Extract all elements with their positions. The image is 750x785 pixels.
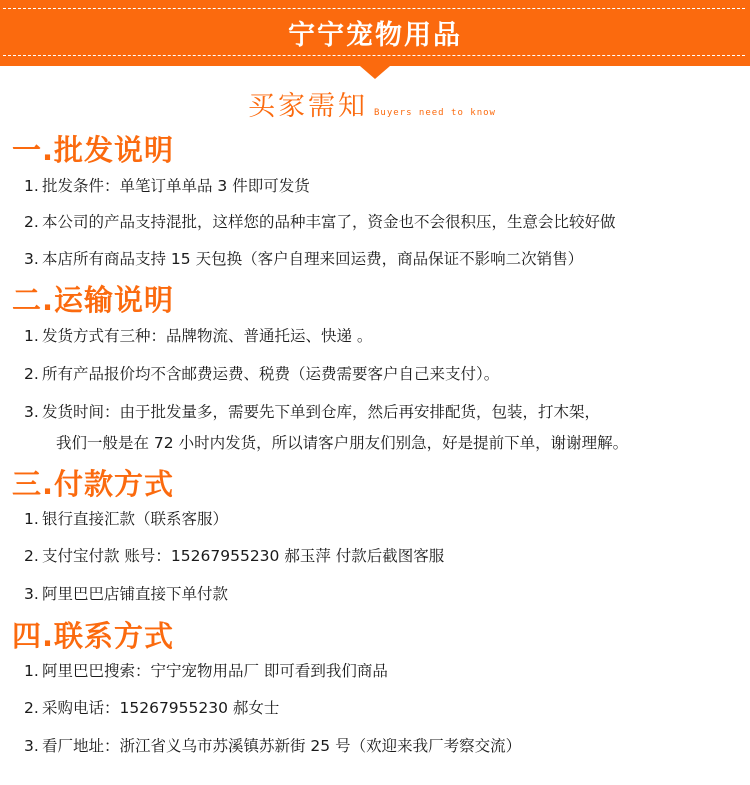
section-heading-payment: 三.付款方式 bbox=[12, 467, 175, 501]
list-item: 1. 批发条件：单笔订单单品 3 件即可发货 bbox=[24, 177, 310, 195]
list-item: 1. 阿里巴巴搜索：宁宁宠物用品厂 即可看到我们商品 bbox=[24, 662, 388, 680]
section-heading-contact: 四.联系方式 bbox=[12, 619, 175, 653]
list-item: 3. 阿里巴巴店铺直接下单付款 bbox=[24, 585, 229, 603]
subtitle bbox=[248, 84, 496, 123]
list-item: 2. 本公司的产品支持混批，这样您的品种丰富了，资金也不会很积压，生意会比较好做 bbox=[24, 213, 616, 231]
section-heading-shipping: 二.运输说明 bbox=[12, 283, 175, 317]
list-item: 2. 支付宝付款 账号：15267955230 郝玉萍 付款后截图客服 bbox=[24, 547, 445, 565]
subtitle-cn: 买家需知 bbox=[248, 91, 368, 122]
list-item: 3. 发货时间：由于批发量多，需要先下单到仓库，然后再安排配货，包装，打木架， bbox=[24, 403, 601, 421]
banner-pointer bbox=[360, 66, 390, 79]
list-item-continuation: 我们一般是在 72 小时内发货，所以请客户朋友们别急，好是提前下单，谢谢理解。 bbox=[56, 434, 629, 452]
section-heading-wholesale: 一.批发说明 bbox=[12, 133, 175, 167]
list-item: 3. 本店所有商品支持 15 天包换（客户自理来回运费，商品保证不影响二次销售） bbox=[24, 250, 584, 268]
list-item: 1. 发货方式有三种：品牌物流、普通托运、快递 。 bbox=[24, 327, 373, 345]
shop-title: 宁宁宠物用品 bbox=[288, 20, 462, 51]
list-item: 1. 银行直接汇款（联系客服） bbox=[24, 510, 229, 528]
list-item: 2. 所有产品报价均不含邮费运费、税费（运费需要客户自己来支付）。 bbox=[24, 365, 500, 383]
list-item: 3. 看厂地址：浙江省义乌市苏溪镇苏新街 25 号（欢迎来我厂考察交流） bbox=[24, 737, 522, 755]
header-banner bbox=[0, 0, 750, 66]
list-item: 2. 采购电话：15267955230 郝女士 bbox=[24, 699, 280, 717]
subtitle-en: Buyers need to know bbox=[374, 108, 496, 118]
